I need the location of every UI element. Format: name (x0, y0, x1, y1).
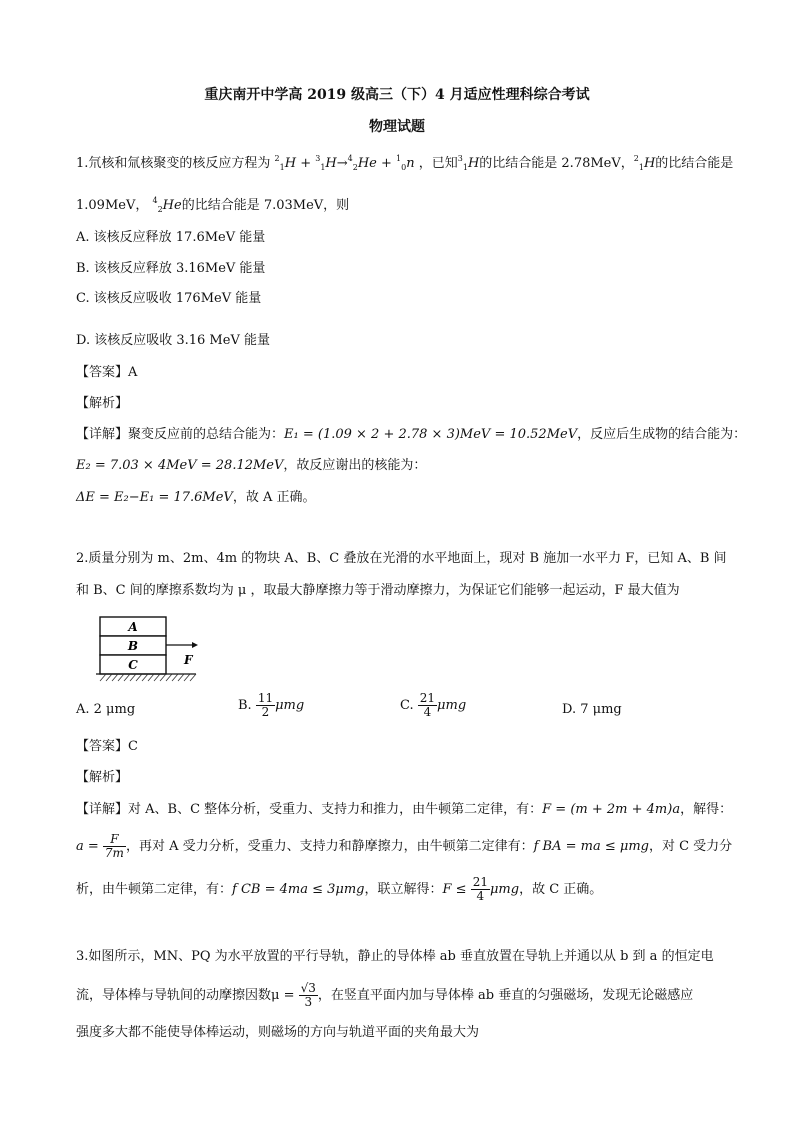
q2-analysis: 【解析】 (76, 770, 129, 785)
q3-stem-line3: 强度多大都不能使导体棒运动，则磁场的方向与轨道平面的夹角最大为 (76, 1025, 480, 1040)
q3-stem-line2: 流，导体棒与导轨间的动摩擦因数μ = $\frac{√3}{3}$ ，在竖直平面内加与导体棒 ab 垂直的匀强磁场，发现无论磁感应 (76, 981, 694, 1009)
q1-stem-line1: 1.氘核和氚核聚变的核反应方程为 $^2_1$H + $^3_1$H→$^4_2$He + $^1_0$n ，已知$^3_1$H的比结合能是 2.78MeV，$^2_1$H的比结合能是 (76, 154, 734, 172)
q2-detail-line3: 析，由牛顿第二定律，有：f CB = 4ma ≤ 3μmg，联立解得：F ≤ $\frac{21}{4}$ μmg，故 C 正确。 (76, 875, 603, 903)
q1-reaction-equation: $^2_1$H + $^3_1$H→$^4_2$He + $^1_0$n (274, 154, 415, 172)
q1-option-c: C. 该核反应吸收 176MeV 能量 (76, 291, 262, 306)
q1-option-b: B. 该核反应释放 3.16MeV 能量 (76, 261, 266, 276)
block-a-label: A (128, 620, 138, 634)
q1-detail-line1: 【详解】聚变反应前的总结合能为：E₁ = (1.09 × 2 + 2.78 × 3)MeV = 10.52MeV，反应后生成物的结合能为： (76, 427, 747, 442)
q2-answer: 【答案】C (76, 739, 138, 754)
q1-detail-line3: ΔE = E₂−E₁ = 17.6MeV，故 A 正确。 (76, 490, 316, 505)
force-label: F (184, 653, 193, 667)
q1-answer: 【答案】A (76, 365, 138, 380)
block-b-label: B (127, 639, 139, 653)
exam-subtitle: 物理试题 (369, 119, 425, 135)
q1-option-d: D. 该核反应吸收 3.16 MeV 能量 (76, 333, 270, 348)
q2-stem-line1: 2.质量分别为 m、2m、4m 的物块 A、B、C 叠放在光滑的水平地面上，现对 B 施加一水平力 F，已知 A、B 间 (76, 551, 727, 566)
exam-title: 重庆南开中学高 2019 级高三（下）4 月适应性理科综合考试 (204, 87, 590, 103)
q2-detail-line1: 【详解】对 A、B、C 整体分析，受重力、支持力和推力，由牛顿第二定律，有：F = (m + 2m + 4m)a，解得： (76, 802, 733, 817)
q2-option-d: D. 7 μmg (562, 702, 622, 717)
q2-option-a: A. 2 μmg (76, 702, 136, 717)
q1-analysis: 【解析】 (76, 396, 129, 411)
q3-stem-line1: 3.如图所示，MN、PQ 为水平放置的平行导轨，静止的导体棒 ab 垂直放置在导轨上并通以从 b 到 a 的恒定电 (76, 949, 714, 964)
ground-hatch (100, 674, 196, 681)
q1-stem-line2: 1.09MeV， $^4_2$He的比结合能是 7.03MeV，则 (76, 196, 350, 214)
q2-option-c: C. $\frac{21}{4}$ μmg (400, 691, 467, 719)
q2-option-b: B. $\frac{11}{2}$ μmg (238, 691, 305, 719)
q2-detail-line2: a = $\frac{F}{7m}$ ，再对 A 受力分析，受重力、支持力和静摩擦力，由牛顿第二定律有：f BA = ma ≤ μmg，对 C 受力分 (76, 832, 733, 860)
q1-detail-line2: E₂ = 7.03 × 4MeV = 28.12MeV，故反应谢出的核能为： (76, 458, 427, 473)
q2-stem-line2: 和 B、C 间的摩擦系数均为 μ ，取最大静摩擦力等于滑动摩擦力，为保证它们能够一起运动，F 最大值为 (76, 583, 680, 598)
q1-option-a: A. 该核反应释放 17.6MeV 能量 (76, 230, 266, 245)
force-arrow-head (192, 642, 198, 648)
q2-block-figure (96, 614, 206, 686)
block-c-label: C (128, 658, 138, 672)
